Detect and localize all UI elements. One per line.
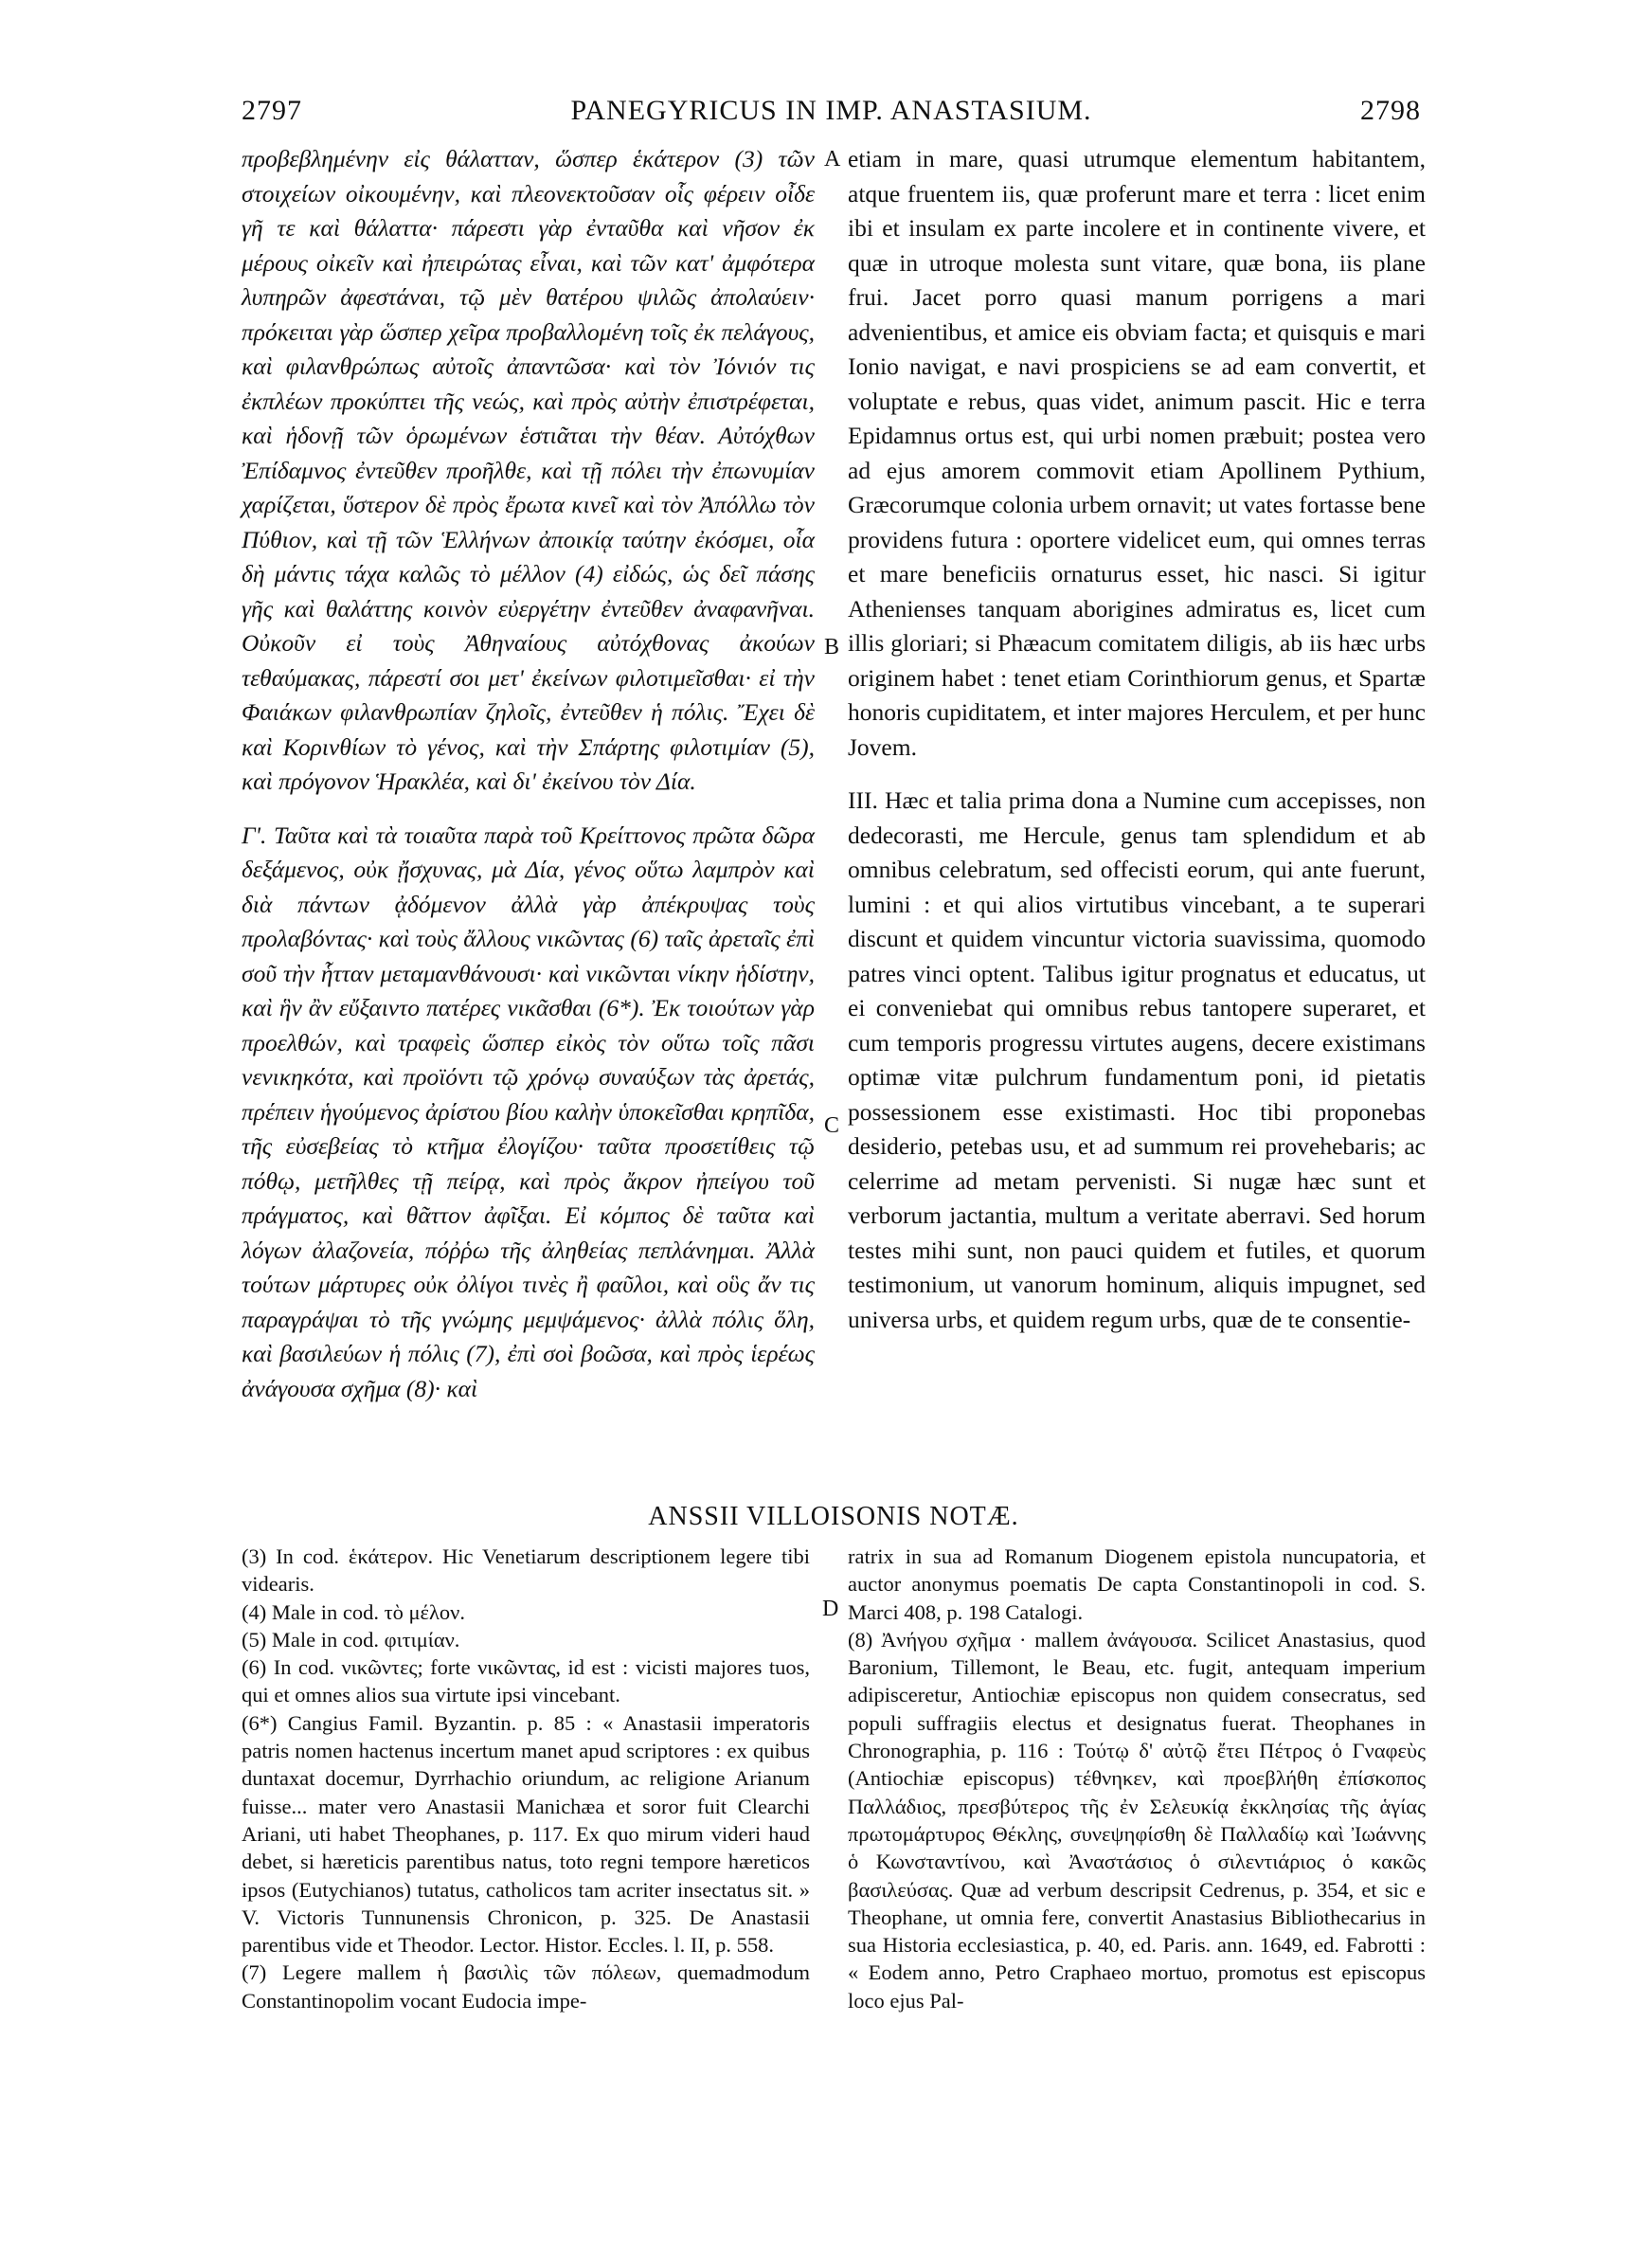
note-4: (4) Male in cod. τὸ μέλον. xyxy=(242,1599,465,1624)
greek-paragraph-2: Γʹ. Ταῦτα καὶ τὰ τοιαῦτα παρὰ τοῦ Κρείττονος πρῶτα δῶρα δεξάμενος, οὐκ ᾔσχυνας, μὰ Δία, γένος οὕτω λαμπρὸν καὶ διὰ πάντων ᾀδόμενον ἀλλὰ γὰρ ἀπέκρυψας τοὺς προλαβόντας· καὶ τοὺς ἄλλους νικῶντας (6) ταῖς ἀρεταῖς ἐπὶ σοῦ τὴν ἧτταν μεταμανθάνουσι· καὶ νικῶνται νίκην ἡδίστην, καὶ ἣν ἂν εὔξαιντο πατέρες νικᾶσθαι (6*). Ἐκ τοιούτων γὰρ προελθών, καὶ τραφεὶς ὥσπερ εἰκὸς τὸν οὕτω τοῖς πᾶσι νενικηκότα, καὶ προϊόντι τῷ χρόνῳ συναύξων τὰς ἀρετάς, πρέπειν ἡγούμενος ἀρίστου βίου καλὴν ὑποκεῖσθαι κρηπῖδα, τῆς εὐσεβείας τὸ κτῆμα ἐλογίζου· ταῦτα προσετίθεις τῷ πόθῳ, μετῆλθες τῇ πείρᾳ, καὶ πρὸς ἄκρον ἠπείγου τοῦ πράγματος, καὶ θᾶττον ἀφῖξαι. Εἰ κόμπος δὲ ταῦτα καὶ λόγων ἀλαζονεία, πόῤῥω τῆς ἀληθείας πεπλάνημαι. Ἀλλὰ τούτων μάρτυρες οὐκ ὀλίγοι τινὲς ἢ φαῦλοι, καὶ οὓς ἄν τις παραγράψαι τὸ τῆς γνώμης μεμψάμενος· ἀλλὰ πόλις ὅλη, καὶ βασιλεύων ἡ πόλις (7), ἐπὶ σοὶ βοῶσα, καὶ πρὸς ἱερέως ἀνάγουσα σχῆμα (8)· καὶ xyxy=(242,821,815,1402)
note-7-continued: ratrix in sua ad Romanum Diogenem epistola nuncupatoria, et auctor anonymus poematis De capta Constantinopoli in cod. S. Marci 408, p. 198 Catalogi. xyxy=(848,1544,1426,1624)
notes-right-column xyxy=(848,1543,1426,2014)
note-6-star: (6*) Cangius Famil. Byzantin. p. 85 : « Anastasii imperatoris patris nomen hactenus incertum manet apud scriptores : ex quibus duntaxat docemur, Dyrrhachio oriundum, ac religione Arianum fuisse... mater vero Anastasii Manichæa et soror fuit Clearchi Ariani, uti habet Theophanes, p. 117. Ex quo mirum videri haud debet, si hæreticis parentibus natus, toto regni tempore hæreticos ipsos (Eutychianos) tutatus, catholicos tam acriter insectatus sit. » V. Victoris Tunnunensis Chronicon, p. 325. De Anastasii parentibus vide et Theodor. Lector. Histor. Eccles. l. II, p. 558. xyxy=(242,1710,810,1958)
latin-paragraph-2: III. Hæc et talia prima dona a Numine cum accepisses, non dedecorasti, me Hercule, genus tam splendidum et ab omnibus celebratum, sed offecisti eorum, qui ante fuerunt, lumini : et qui alios virtutibus vincebant, a te superari discunt et quidem vincuntur victoria suavissima, quomodo patres vinci optent. Talibus igitur prognatus et educatus, ut ei conveniebat qui omnibus rebus tantopere superaret, et cum temporis progressu virtutes augens, decere existimans optimæ vitæ pulchrum fundamentum poni, id pietatis possessionem esse existimasti. Hoc tibi proponebas desiderio, petebas usu, et ad summum rei provehebaris; ac celerrime ad metam pervenisti. Si nugæ hæc sunt et verborum jactantia, multum a veritate aberravi. Sed horum testes mihi sunt, non pauci quidem et futiles, et quorum testimonium, ut vanorum hominum, aliquis impugnet, sed universa urbs, et quidem regum urbs, quæ de te consentie- xyxy=(848,786,1426,1333)
margin-marker-b: B xyxy=(824,635,840,659)
note-3: (3) In cod. ἑκάτερον. Hic Venetiarum descriptionem legere tibi videaris. xyxy=(242,1544,810,1597)
greek-paragraph-1: προβεβλημένην εἰς θάλατταν, ὥσπερ ἑκάτερον (3) τῶν στοιχείων οἰκουμένην, καὶ πλεονεκτοῦσαν οἷς φέρειν οἶδε γῆ τε καὶ θάλαττα· πάρεστι γὰρ ἐνταῦθα καὶ νῆσον ἐκ μέρους οἰκεῖν καὶ ἠπειρώτας εἶναι, καὶ τῶν κατ' ἀμφότερα λυπηρῶν ἀφεστάναι, τῷ μὲν θατέρου ψιλῶς ἀπολαύειν· πρόκειται γὰρ ὥσπερ χεῖρα προβαλλομένη τοῖς ἐκ πελάγους, καὶ φιλανθρώπως αὐτοῖς ἀπαντῶσα· καὶ τὸν Ἰόνιόν τις ἐκπλέων προκύπτει τῆς νεώς, καὶ πρὸς αὐτὴν ἐπιστρέφεται, καὶ ἡδονῇ τῶν ὁρωμένων ἑστιᾶται τὴν θέαν. Αὐτόχθων Ἐπίδαμνος ἐντεῦθεν προῆλθε, καὶ τῇ πόλει τὴν ἐπωνυμίαν χαρίζεται, ὕστερον δὲ πρὸς ἔρωτα κινεῖ καὶ τὸν Ἀπόλλω τὸν Πύθιον, καὶ τῇ τῶν Ἑλλήνων ἀποικίᾳ ταύτην ἐκόσμει, οἷα δὴ μάντις τάχα καλῶς τὸ μέλλον (4) εἰδώς, ὡς δεῖ πάσης γῆς καὶ θαλάττης κοινὸν εὐεργέτην ἐντεῦθεν ἀναφανῆναι. Οὐκοῦν εἰ τοὺς Ἀθηναίους αὐτόχθονας ἀκούων τεθαύμακας, πάρεστί σοι μετ' ἐκείνων φιλοτιμεῖσθαι· εἰ τὴν Φαιάκων φιλανθρωπίαν ζηλοῖς, ἐντεῦθεν ἡ πόλις. Ἔχει δὲ καὶ Κορινθίων τὸ γένος, καὶ τὴν Σπάρτης φιλοτιμίαν (5), καὶ πρόγονον Ἡρακλέα, καὶ δι' ἐκείνου τὸν Δία. xyxy=(242,145,815,795)
latin-paragraph-1: etiam in mare, quasi utrumque elementum habitantem, atque fruentem iis, quæ proferunt mare et terra : licet enim ibi et insulam ex parte incolere et in continente vivere, et quæ in utroque molesta sunt vitare, quæ bona, iis plane frui. Jacet porro quasi manum porrigens a mari advenientibus, et amice eis obviam facta; et quisquis e mari Ionio navigat, e navi prospiciens se ad eam convertit, et voluptate e rebus, quas videt, animum pascit. Hic e terra Epidamnus ortus est, qui urbi nomen præbuit; postea vero ad ejus amorem commovit etiam Apollinem Pythium, Græcorumque colonia urbem ornavit; ut vates fortasse bene providens futura : oportere videlicet eum, qui omnes terras et mare beneficiis ornaturus esset, hic nasci. Si igitur Athenienses tanquam aborigines admiratus es, licet cum illis gloriari; si Phæacum comitatem diligis, ab iis hæc urbs originem habet : tenet etiam Corinthiorum genus, et Spartæ honoris cupiditatem, et inter majores Herculem, et per hunc Jovem. xyxy=(848,145,1426,761)
page-number-left: 2797 xyxy=(242,95,302,126)
greek-column xyxy=(242,142,815,1406)
note-8: (8) Ἀνήγου σχῆμα · mallem ἀνάγουσα. Scilicet Anastasius, quod Baronium, Tillemont, le Beau, etc. fugit, antequam imperium adipisceretur, Antiochiæ episcopus non quidem consecratus, sed populi suffragiis electus et designatus fuerat. Theophanes in Chronographia, p. 116 : Τούτῳ δ' αὐτῷ ἔτει Πέτρος ὁ Γναφεὺς (Antiochiæ episcopus) τέθνηκεν, καὶ προεβλήθη ἐπίσκοπος Παλλάδιος, πρεσβύτερος τῆς ἐν Σελευκίᾳ ἐκκλησίας τῆς ἁγίας πρωτομάρτυρος Θέκλης, συνεψηφίσθη δὲ Παλλαδίῳ καὶ Ἰωάννης ὁ Κωνσταντίνου, καὶ Ἀναστάσιος ὁ σιλεντιάριος ὁ κακῶς βασιλεύσας. Quæ ad verbum descripsit Cedrenus, p. 354, et sic e Theophane, ut omnia fere, convertit Anastasius Bibliothecarius in sua Historia ecclesiastica, p. 40, ed. Paris. ann. 1649, ed. Fabrotti : « Eodem anno, Petro Craphaeo mortuo, promotus est episcopus loco ejus Pal- xyxy=(848,1627,1426,2013)
page-number-right: 2798 xyxy=(1360,95,1421,126)
notes-title: ANSSII VILLOISONIS NOTÆ. xyxy=(648,1502,1019,1531)
margin-marker-c: C xyxy=(824,1113,840,1138)
margin-marker-a: A xyxy=(824,147,841,172)
notes-left-column xyxy=(242,1543,810,2014)
note-6: (6) In cod. νικῶντες; forte νικῶντας, id est : vicisti majores tuos, qui et omnes alios sua virtute ipsi vincebant. xyxy=(242,1655,810,1707)
running-title: PANEGYRICUS IN IMP. ANASTASIUM. xyxy=(570,95,1092,126)
running-header xyxy=(242,95,1421,133)
note-5: (5) Male in cod. φιτιμίαν. xyxy=(242,1627,460,1652)
margin-marker-d: D xyxy=(822,1597,839,1621)
latin-column xyxy=(848,142,1426,1337)
note-7: (7) Legere mallem ἡ βασιλὶς τῶν πόλεων, quemadmodum Constantinopolim vocant Eudocia impe- xyxy=(242,1960,810,2013)
